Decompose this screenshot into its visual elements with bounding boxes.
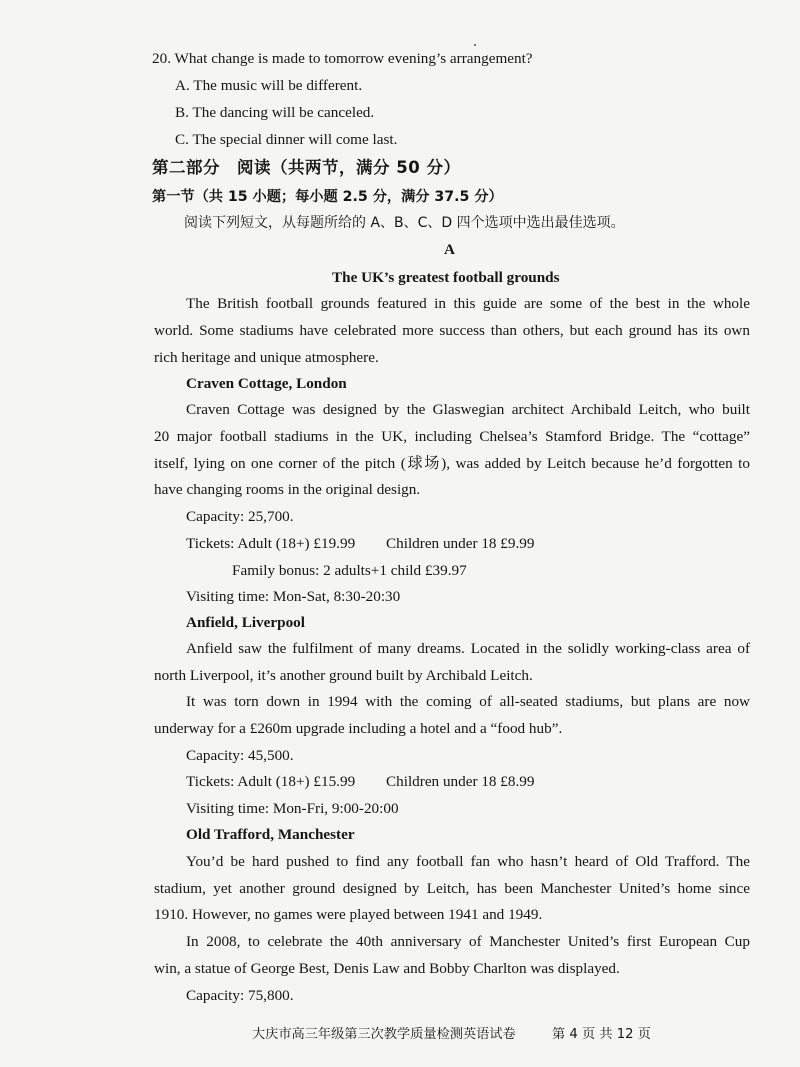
anfield-para1-line-1 — [186, 639, 750, 659]
trafford-capacity: Capacity: 75,800. — [186, 987, 294, 1004]
trafford-para2-line-2: win, a statue of George Best, Denis Law and Bobby Charlton was displayed. — [154, 960, 620, 977]
craven-text: 20 major football stadiums in the UK, including Chelsea’s Stamford Bridge. The “cottage” — [154, 428, 750, 445]
anfield-para2-line-2: underway for a £260m upgrade including a hotel and a “food hub”. — [154, 720, 563, 737]
intro-text: world. Some stadiums have celebrated more success than others, but each ground has its own — [154, 322, 750, 339]
trafford-text: You’d be hard pushed to find any football fan who hasn’t heard of Old Trafford. The — [186, 853, 750, 870]
trafford-para2-line-1 — [186, 932, 750, 952]
old-trafford-heading: Old Trafford, Manchester — [186, 826, 355, 843]
craven-tickets-children: Children under 18 £9.99 — [386, 535, 535, 552]
question-20-option-a: A. The music will be different. — [175, 77, 363, 94]
passage-title: The UK’s greatest football grounds — [332, 269, 560, 286]
passage-letter: A — [444, 241, 455, 258]
intro-line-3: rich heritage and unique atmosphere. — [154, 349, 379, 366]
section-1-heading: 第一节（共 15 小题；每小题 2.5 分，满分 37.5 分） — [152, 189, 503, 205]
reading-instruction: 阅读下列短文，从每题所给的 A、B、C、D 四个选项中选出最佳选项。 — [184, 215, 625, 231]
craven-text: Craven Cottage was designed by the Glaswegian architect Archibald Leitch, who built — [186, 401, 750, 418]
anfield-text: It was torn down in 1994 with the coming of all-seated stadiums, but plans are now — [186, 693, 750, 710]
craven-visiting-time: Visiting time: Mon-Sat, 8:30-20:30 — [186, 588, 401, 605]
craven-family-bonus: Family bonus: 2 adults+1 child £39.97 — [232, 562, 467, 579]
intro-text: The British football grounds featured in this guide are some of the best in the whole — [186, 295, 750, 312]
anfield-tickets-children: Children under 18 £8.99 — [386, 773, 535, 790]
craven-capacity: Capacity: 25,700. — [186, 508, 294, 525]
craven-body-line-2 — [154, 427, 750, 447]
craven-tickets-adult: Tickets: Adult (18+) £19.99 — [186, 535, 356, 552]
part-2-heading: 第二部分 阅读（共两节，满分 50 分） — [152, 158, 461, 177]
trafford-para1-line-3: 1910. However, no games were played between 1941 and 1949. — [154, 906, 543, 923]
anfield-text: Anfield saw the fulfilment of many dreams. Located in the solidly working-class area of — [186, 640, 750, 657]
footer-exam-title: 大庆市高三年级第三次教学质量检测英语试卷 — [252, 1027, 516, 1042]
footer-page-info: 第 4 页 共 12 页 — [552, 1027, 651, 1042]
craven-body-line-1 — [186, 400, 750, 420]
anfield-visiting-time: Visiting time: Mon-Fri, 9:00-20:00 — [186, 800, 399, 817]
trafford-para1-line-1 — [186, 852, 750, 872]
question-20-option-c: C. The special dinner will come last. — [175, 131, 398, 148]
question-20-stem: 20. What change is made to tomorrow evening’s arrangement? — [152, 50, 533, 67]
anfield-heading: Anfield, Liverpool — [186, 614, 305, 631]
craven-body-line-3 — [154, 454, 750, 474]
anfield-para2-line-1 — [186, 692, 750, 712]
craven-body-line-4: have changing rooms in the original design. — [154, 481, 421, 498]
anfield-para1-line-2: north Liverpool, it’s another ground built by Archibald Leitch. — [154, 667, 533, 684]
anfield-capacity: Capacity: 45,500. — [186, 747, 294, 764]
craven-text: itself, lying on one corner of the pitch (球场), was added by Leitch because he’d forgotten to — [154, 455, 750, 472]
intro-line-1 — [186, 294, 750, 314]
trafford-text: stadium, yet another ground designed by Leitch, has been Manchester United’s home since — [154, 880, 750, 897]
trafford-para1-line-2 — [154, 879, 750, 899]
anfield-tickets-adult: Tickets: Adult (18+) £15.99 — [186, 773, 356, 790]
scan-speck — [474, 44, 476, 46]
intro-line-2 — [154, 321, 750, 341]
trafford-text: In 2008, to celebrate the 40th anniversary of Manchester United’s first European Cup — [186, 933, 750, 950]
craven-cottage-heading: Craven Cottage, London — [186, 375, 347, 392]
question-20-option-b: B. The dancing will be canceled. — [175, 104, 375, 121]
